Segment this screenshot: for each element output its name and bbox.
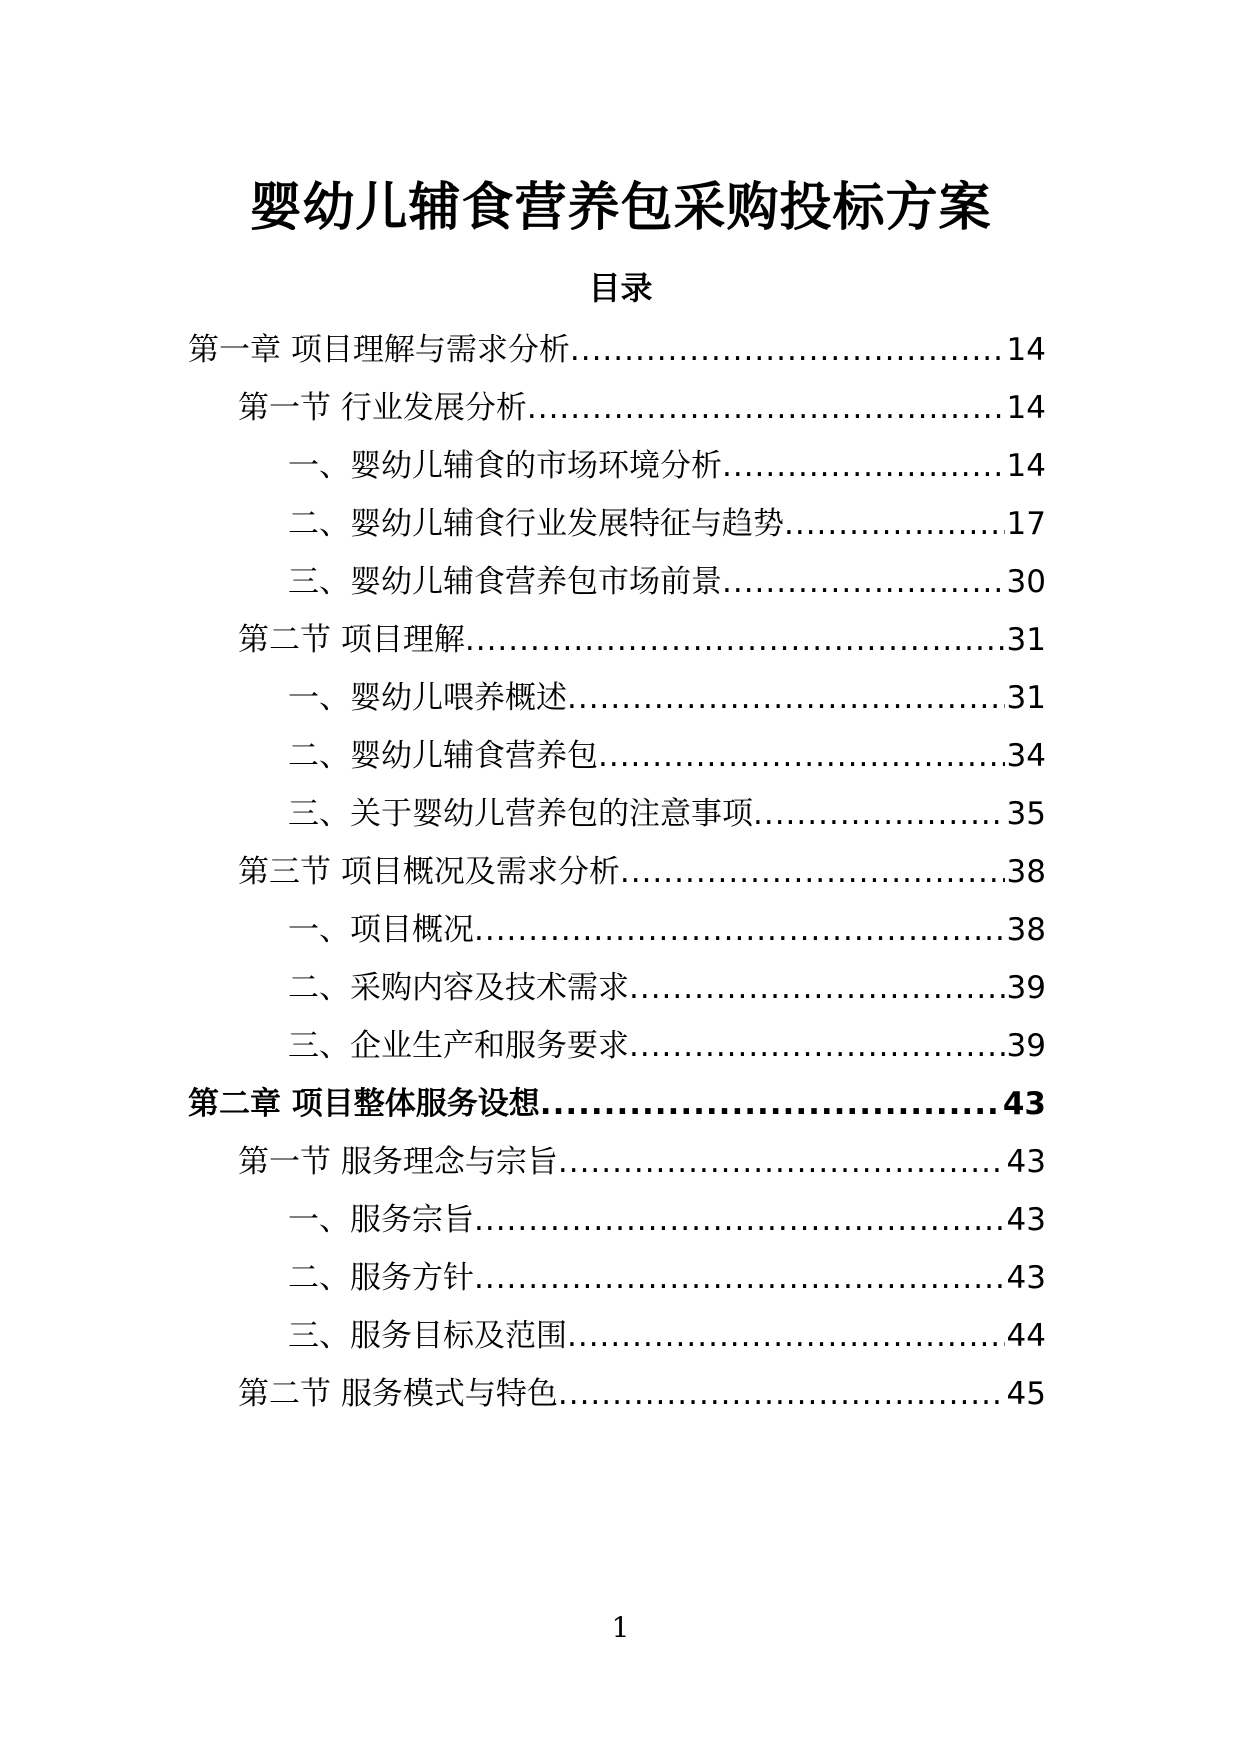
toc-leader-dots — [527, 382, 1005, 434]
toc-entry-text: 第二节 服务模式与特色 — [238, 1376, 558, 1412]
toc-entry-subsection[interactable] — [288, 672, 1046, 724]
toc-entry-section[interactable] — [238, 846, 1046, 898]
toc-entry-subsection[interactable] — [288, 788, 1046, 840]
toc-entry-subsection[interactable] — [288, 556, 1046, 608]
toc-leader-dots — [540, 1078, 1001, 1130]
toc-entry-page: 39 — [1006, 970, 1046, 1006]
toc-leader-dots — [558, 1368, 1005, 1420]
toc-entry-page: 14 — [1006, 448, 1046, 484]
document-title: 婴幼儿辅食营养包采购投标方案 — [249, 178, 992, 238]
toc-entry-page: 44 — [1006, 1318, 1046, 1354]
toc-entry-page: 43 — [1006, 1260, 1046, 1296]
toc-entry-page: 38 — [1006, 854, 1046, 890]
toc-entry-page: 43 — [1006, 1144, 1046, 1180]
toc-entry-text: 第二章 项目整体服务设想 — [188, 1086, 540, 1122]
toc-leader-dots — [465, 614, 1005, 666]
toc-entry-text: 一、婴幼儿喂养概述 — [288, 680, 567, 716]
toc-entry-section[interactable] — [238, 614, 1046, 666]
toc-entry-subsection[interactable] — [288, 1310, 1046, 1362]
toc-entry-chapter-1[interactable] — [188, 324, 1046, 376]
toc-leader-dots — [784, 498, 1005, 550]
toc-entry-page: 17 — [1006, 506, 1046, 542]
toc-leader-dots — [474, 904, 1005, 956]
toc-entry-section[interactable] — [238, 1368, 1046, 1420]
toc-entry-subsection[interactable] — [288, 904, 1046, 956]
toc-entry-text: 二、婴幼儿辅食营养包 — [288, 738, 598, 774]
toc-leader-dots — [722, 440, 1005, 492]
toc-leader-dots — [629, 962, 1005, 1014]
toc-entry-page: 34 — [1006, 738, 1046, 774]
toc-entry-text: 第一章 项目理解与需求分析 — [188, 332, 570, 368]
toc-entry-subsection[interactable] — [288, 962, 1046, 1014]
toc-leader-dots — [620, 846, 1005, 898]
toc-leader-dots — [558, 1136, 1005, 1188]
toc-entry-page: 35 — [1006, 796, 1046, 832]
toc-entry-subsection[interactable] — [288, 730, 1046, 782]
toc-entry-text: 一、婴幼儿辅食的市场环境分析 — [288, 448, 722, 484]
toc-leader-dots — [753, 788, 1005, 840]
toc-entry-section[interactable] — [238, 382, 1046, 434]
toc-entry-chapter-2[interactable] — [188, 1078, 1046, 1130]
toc-entry-section[interactable] — [238, 1136, 1046, 1188]
toc-entry-page: 14 — [1006, 390, 1046, 426]
toc-entry-text: 一、服务宗旨 — [288, 1202, 474, 1238]
toc-leader-dots — [567, 672, 1005, 724]
toc-entry-text: 三、关于婴幼儿营养包的注意事项 — [288, 796, 753, 832]
toc-entry-text: 二、婴幼儿辅食行业发展特征与趋势 — [288, 506, 784, 542]
toc-leader-dots — [474, 1194, 1005, 1246]
toc-entry-page: 38 — [1006, 912, 1046, 948]
toc-entry-text: 三、婴幼儿辅食营养包市场前景 — [288, 564, 722, 600]
toc-entry-text: 第一节 行业发展分析 — [238, 390, 527, 426]
toc-entry-page: 39 — [1006, 1028, 1046, 1064]
toc-heading: 目录 — [588, 269, 653, 307]
toc-leader-dots — [598, 730, 1005, 782]
toc-entry-subsection[interactable] — [288, 440, 1046, 492]
toc-entry-page: 31 — [1006, 680, 1046, 716]
toc-entry-text: 三、服务目标及范围 — [288, 1318, 567, 1354]
toc-leader-dots — [567, 1310, 1005, 1362]
toc-entry-subsection[interactable] — [288, 498, 1046, 550]
toc-entry-page: 14 — [1006, 332, 1046, 368]
toc-entry-text: 第二节 项目理解 — [238, 622, 465, 658]
toc-entry-page: 43 — [1002, 1086, 1046, 1122]
toc-entry-page: 31 — [1006, 622, 1046, 658]
toc-leader-dots — [570, 324, 1005, 376]
toc-entry-text: 三、企业生产和服务要求 — [288, 1028, 629, 1064]
toc-entry-page: 43 — [1006, 1202, 1046, 1238]
toc-entry-subsection[interactable] — [288, 1194, 1046, 1246]
toc-entry-text: 二、采购内容及技术需求 — [288, 970, 629, 1006]
toc-entry-page: 45 — [1006, 1376, 1046, 1412]
toc-leader-dots — [474, 1252, 1005, 1304]
toc-entry-subsection[interactable] — [288, 1020, 1046, 1072]
page-number: 1 — [611, 1611, 630, 1644]
toc-entry-text: 二、服务方针 — [288, 1260, 474, 1296]
toc-entry-subsection[interactable] — [288, 1252, 1046, 1304]
toc-entry-text: 一、项目概况 — [288, 912, 474, 948]
toc-entry-text: 第三节 项目概况及需求分析 — [238, 854, 620, 890]
toc-entry-text: 第一节 服务理念与宗旨 — [238, 1144, 558, 1180]
toc-leader-dots — [629, 1020, 1005, 1072]
toc-leader-dots — [722, 556, 1005, 608]
toc-entry-page: 30 — [1006, 564, 1046, 600]
